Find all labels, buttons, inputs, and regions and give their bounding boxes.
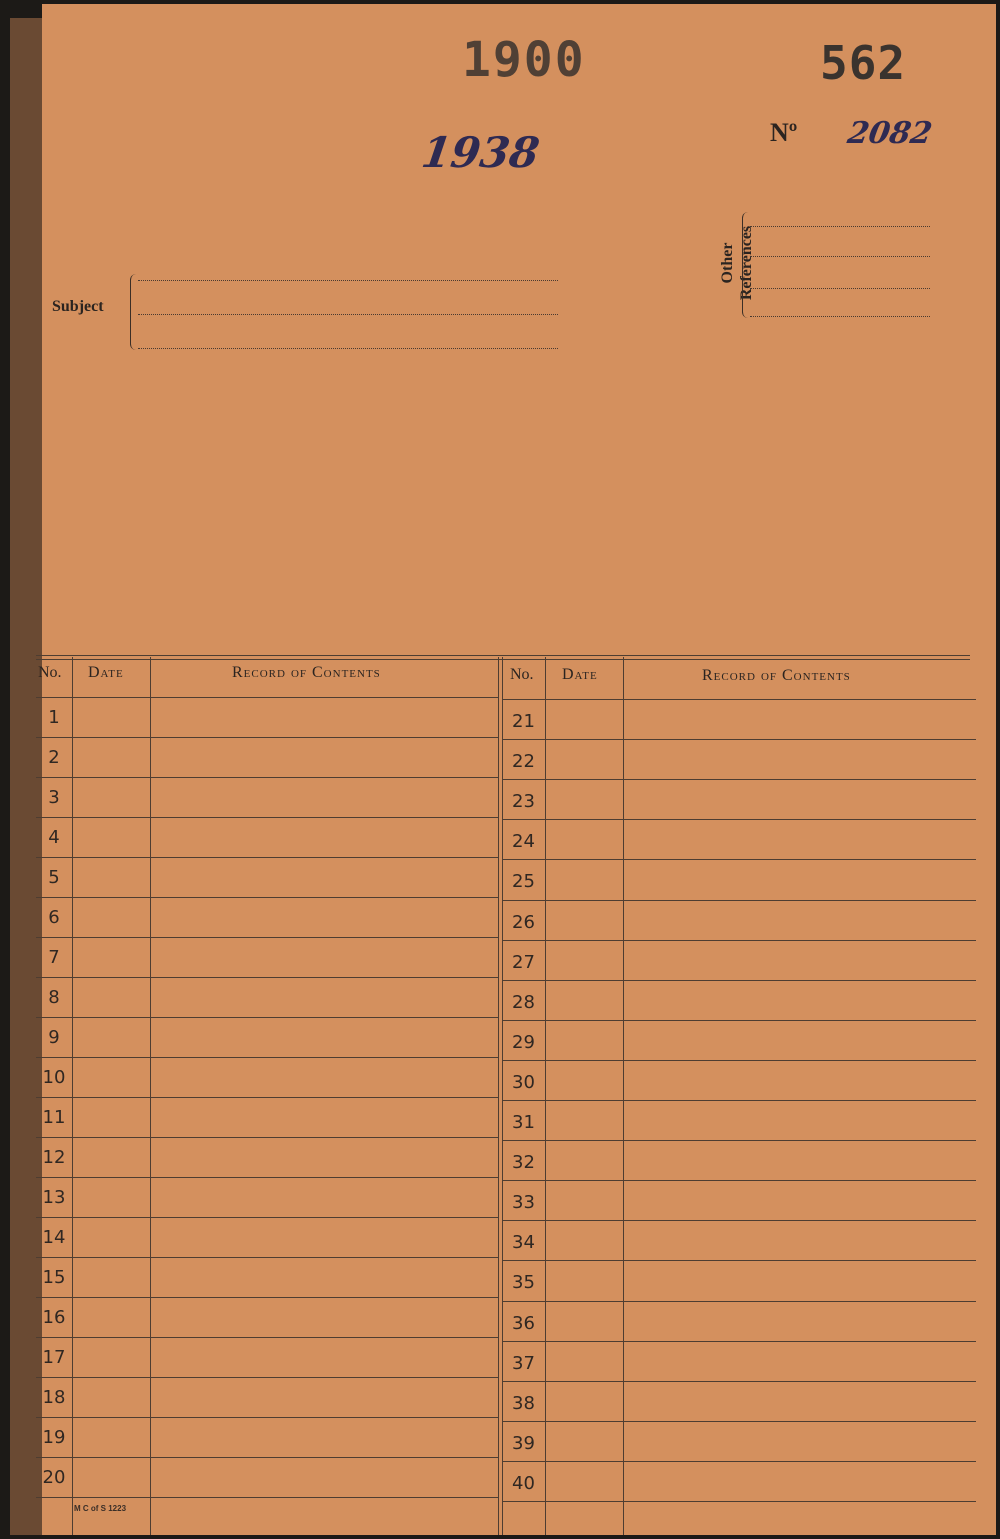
table-row-rule <box>502 1341 976 1342</box>
row-number: 35 <box>512 1272 535 1294</box>
column-header-date: Date <box>562 666 598 683</box>
row-number: 17 <box>42 1347 66 1368</box>
row-number: 7 <box>48 947 60 968</box>
row-number: 32 <box>512 1152 535 1174</box>
table-row-rule <box>502 1220 976 1221</box>
row-number: 28 <box>512 991 535 1013</box>
table-row-rule <box>36 1297 499 1298</box>
table-row-rule <box>36 777 499 778</box>
column-header-date: Date <box>88 664 124 681</box>
row-number: 25 <box>512 871 535 893</box>
reference-line[interactable] <box>750 316 930 317</box>
table-column-divider <box>545 657 546 1535</box>
row-number: 3 <box>48 787 60 808</box>
table-row-rule <box>502 900 976 901</box>
row-number: 26 <box>512 911 535 933</box>
column-header-no: No. <box>38 664 62 681</box>
table-row-rule <box>36 1257 499 1258</box>
handwritten-year: 1938 <box>418 128 543 177</box>
table-row-rule <box>36 1177 499 1178</box>
table-row-rule <box>36 697 499 698</box>
table-row-rule <box>502 1140 976 1141</box>
reference-line[interactable] <box>750 226 930 227</box>
row-number: 24 <box>512 831 535 853</box>
row-number: 23 <box>512 791 535 813</box>
table-row-rule <box>502 1180 976 1181</box>
table-row-rule <box>502 859 976 860</box>
table-row-rule <box>502 940 976 941</box>
column-header-record: Record of Contents <box>232 664 381 681</box>
reference-line[interactable] <box>750 288 930 289</box>
table-row-rule <box>36 1417 499 1418</box>
table-row-rule <box>36 737 499 738</box>
other-references-brace <box>742 212 751 318</box>
table-row-rule <box>36 1217 499 1218</box>
table-row-rule <box>502 739 976 740</box>
row-number: 13 <box>42 1187 66 1208</box>
row-number: 12 <box>42 1147 66 1168</box>
row-number: 4 <box>48 827 60 848</box>
table-row-rule <box>36 937 499 938</box>
row-number: 31 <box>512 1112 535 1133</box>
row-number: 2 <box>48 747 60 768</box>
row-number: 20 <box>42 1467 66 1488</box>
row-number: 18 <box>42 1387 66 1408</box>
subject-line[interactable] <box>138 348 558 349</box>
row-number: 21 <box>512 711 535 732</box>
table-row-rule <box>502 779 976 780</box>
subject-label: Subject <box>52 298 104 315</box>
table-top-rule <box>36 659 970 660</box>
row-number: 33 <box>512 1192 535 1214</box>
table-column-divider <box>72 657 73 1535</box>
row-number: 1 <box>48 707 60 728</box>
reference-line[interactable] <box>750 256 930 257</box>
other-references-label: Other References <box>719 225 755 301</box>
table-row-rule <box>502 819 976 820</box>
table-row-rule <box>502 980 976 981</box>
table-top-rule <box>36 655 970 656</box>
row-number: 29 <box>512 1031 535 1053</box>
table-row-rule <box>502 1100 976 1101</box>
table-column-divider <box>498 657 499 1535</box>
row-number: 39 <box>512 1432 535 1454</box>
table-row-rule <box>36 1137 499 1138</box>
table-row-rule <box>36 1497 499 1498</box>
row-number: 14 <box>42 1227 66 1248</box>
table-row-rule <box>502 1060 976 1061</box>
stamped-year: 1900 <box>462 32 586 88</box>
table-row-rule <box>36 897 499 898</box>
table-row-rule <box>36 1337 499 1338</box>
row-number: 34 <box>512 1232 535 1254</box>
stamped-number: 562 <box>820 36 907 90</box>
table-row-rule <box>36 1097 499 1098</box>
form-code: M C of S 1223 <box>74 1504 127 1513</box>
subject-brace <box>130 274 139 350</box>
row-number: 36 <box>512 1312 535 1334</box>
subject-line[interactable] <box>138 314 558 315</box>
table-row-rule <box>502 1501 976 1502</box>
table-row-rule <box>36 817 499 818</box>
row-number: 38 <box>512 1392 535 1414</box>
column-header-no: No. <box>510 666 534 683</box>
row-number: 11 <box>42 1107 66 1128</box>
row-number: 8 <box>48 987 60 1008</box>
row-number: 5 <box>48 867 60 888</box>
table-row-rule <box>502 1461 976 1462</box>
subject-line[interactable] <box>138 280 558 281</box>
row-number: 37 <box>512 1352 535 1374</box>
table-row-rule <box>502 1301 976 1302</box>
row-number: 16 <box>42 1307 66 1328</box>
number-label: Nº <box>770 118 798 147</box>
table-row-rule <box>502 1020 976 1021</box>
table-row-rule <box>502 1421 976 1422</box>
table-row-rule <box>502 1260 976 1261</box>
table-row-rule <box>36 977 499 978</box>
row-number: 27 <box>512 951 535 973</box>
table-column-divider <box>150 657 151 1535</box>
row-number: 15 <box>42 1267 66 1288</box>
table-row-rule <box>36 1017 499 1018</box>
row-number: 30 <box>512 1071 535 1093</box>
table-row-rule <box>36 1457 499 1458</box>
table-row-rule <box>36 857 499 858</box>
row-number: 40 <box>512 1472 535 1494</box>
row-number: 6 <box>48 907 60 928</box>
row-number: 10 <box>42 1067 66 1088</box>
table-row-rule <box>36 1057 499 1058</box>
table-column-divider <box>623 657 624 1535</box>
column-header-record: Record of Contents <box>702 667 851 684</box>
table-row-rule <box>502 1381 976 1382</box>
row-number: 22 <box>512 751 535 773</box>
row-number: 19 <box>42 1427 66 1448</box>
table-row-rule <box>36 1377 499 1378</box>
table-row-rule <box>502 699 976 700</box>
handwritten-file-number: 2082 <box>844 116 935 151</box>
row-number: 9 <box>48 1027 60 1048</box>
